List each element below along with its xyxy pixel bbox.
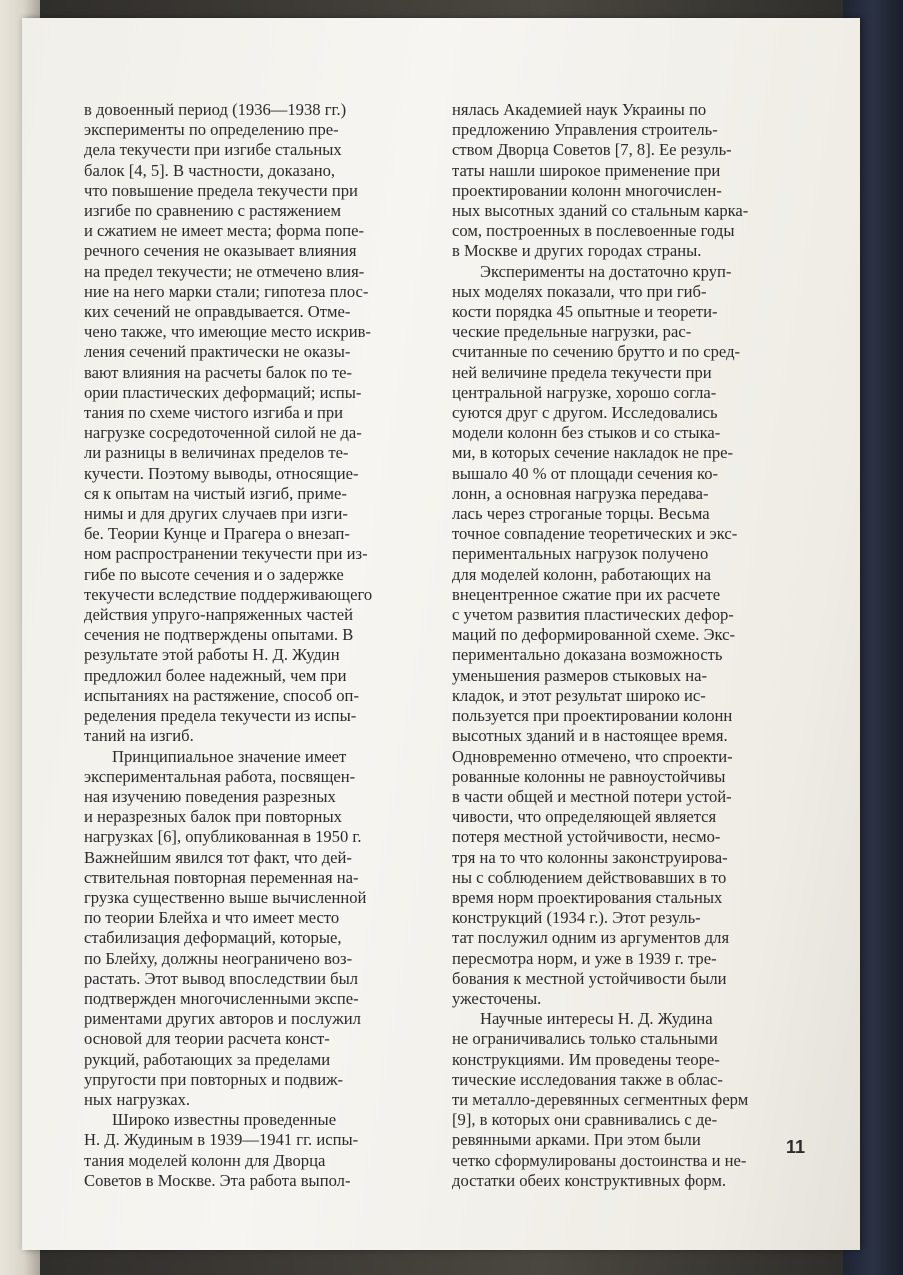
page-number: 11 [786,1137,806,1157]
text-line: таты нашли широкое применение при [452,160,721,180]
text-line: тические исследования также в облас- [452,1069,723,1089]
text-line: речного сечения не оказывает влияния [84,241,357,261]
text-line: точное совпадение теоретических и экс- [452,524,738,544]
text-line: бования к местной устойчивости были [452,968,727,988]
text-line: ны с соблюдением действовавших в то [452,867,727,887]
text-line: тания моделей колонн для Дворца [84,1150,326,1170]
text-line: модели колонн без стыков и со стыка- [452,423,721,443]
text-line: суются друг с другом. Исследовались [452,403,718,423]
text-line: внецентренное сжатие при их расчете [452,584,721,604]
text-line: результате этой работы Н. Д. Жудин [84,645,340,665]
text-line: чивости, что определяющей является [452,807,717,827]
text-line: нагрузке сосредоточенной силой не да- [84,423,362,443]
text-line: ней величине предела текучести при [452,362,712,382]
text-line: ти металло-деревянных сегментных ферм [452,1089,749,1109]
text-line: Эксперименты на достаточно круп- [480,261,732,281]
text-line: нимы и для других случаев при изги- [84,504,348,524]
text-line: четко сформулированы достоинства и не- [452,1150,747,1170]
text-line: потеря местной устойчивости, несмо- [452,827,721,847]
text-line: время норм проектирования стальных [452,887,723,907]
text-line: пользуется при проектировании колонн [452,706,733,726]
text-line: бе. Теории Кунце и Прагера о внезап- [84,524,350,544]
text-line: кости порядка 45 опытные и теорети- [452,302,718,322]
text-line: по Блейху, должны неограничено воз- [84,948,353,968]
text-line: и сжатием не имеет места; форма попе- [84,221,365,241]
text-line: ужесточены. [452,988,542,1008]
text-line: вышало 40 % от площади сечения ко- [452,463,719,483]
text-line: в части общей и местной потери устой- [452,786,732,806]
text-line: растать. Этот вывод впоследствии был [84,968,359,988]
paragraph [84,100,440,747]
paragraph [84,747,440,1111]
text-line: тат послужил одним из аргументов для [452,928,730,948]
text-line: высотных зданий и в настоящее время. [452,726,728,746]
text-line: ных нагрузках. [84,1089,191,1109]
text-line: Н. Д. Жудиным в 1939—1941 гг. испы- [84,1130,359,1150]
text-line: ных высотных зданий со стальным карка- [452,201,749,221]
text-line: в Москве и других городах страны. [452,241,702,261]
text-line: ределения предела текучести из испы- [84,706,357,726]
text-line: с учетом развития пластических дефор- [452,605,734,625]
text-line: ревянными арками. При этом были [452,1130,701,1150]
text-line: центральной нагрузке, хорошо согла- [452,382,717,402]
text-line: ством Дворца Советов [7, 8]. Ее резуль- [452,140,732,160]
text-line: Широко известны проведенные [112,1110,337,1130]
text-line: основой для теории расчета конст- [84,1029,330,1049]
text-line: нялась Академией наук Украины по [452,100,707,119]
book-page [22,18,860,1250]
text-line: ная изучению поведения разрезных [84,786,336,806]
text-line: конструкциями. Им проведены теоре- [452,1049,720,1069]
text-line: таний на изгиб. [84,726,194,746]
text-line: тания по схеме чистого изгиба и при [84,403,344,423]
text-line: рованные колонны не равноустойчивы [452,766,726,786]
text-line: в довоенный период (1936—1938 гг.) [84,100,347,119]
text-line: экспериментальная работа, посвящен- [84,766,356,786]
paragraph [452,1009,806,1191]
text-line: по теории Блейха и что имеет место [84,908,340,928]
text-line: вают влияния на расчеты балок по те- [84,362,353,382]
text-line: кучести. Поэтому выводы, относящие- [84,463,359,483]
text-line: достатки обеих конструктивных форм. [452,1170,727,1190]
text-line: сом, построенных в послевоенные годы [452,221,735,241]
text-line: чено также, что имеющие место искрив- [84,322,371,342]
text-line: конструкций (1934 г.). Этот резуль- [452,908,701,928]
text-column-left [84,100,440,1191]
text-line: тря на то что колонны законструирова- [452,847,728,867]
text-line: грузка существенно выше вычисленной [84,887,367,907]
text-line: дела текучести при изгибе стальных [84,140,342,160]
text-line: эксперименты по определению пре- [84,120,339,140]
text-line: стабилизация деформаций, которые, [84,928,342,948]
text-line: сечения не подтверждены опытами. В [84,625,354,645]
text-line: предложил более надежный, чем при [84,665,347,685]
text-line: ческие предельные нагрузки, рас- [452,322,692,342]
text-line: нагрузках [6], опубликованная в 1950 г. [84,827,362,847]
text-line: действия упруго-напряженных частей [84,605,353,625]
text-line: ся к опытам на чистый изгиб, приме- [84,483,347,503]
paragraph [84,1110,440,1191]
text-line: кладок, и этот результат широко ис- [452,685,706,705]
paragraph [452,100,806,262]
text-line: что повышение предела текучести при [84,180,358,200]
text-line: на предел текучести; не отмечено влия- [84,261,365,281]
text-line: ние на него марки стали; гипотеза плос- [84,281,369,301]
text-line: подтвержден многочисленными экспе- [84,988,359,1008]
text-line: ми, в которых сечение накладок не пре- [452,443,734,463]
text-line: риментами других авторов и послужил [84,1009,361,1029]
text-line: периментальных нагрузок получено [452,544,709,564]
text-line: Важнейшим явился тот факт, что дей- [84,847,352,867]
text-line: лась через строганые торцы. Весьма [452,504,710,524]
text-line: испытаниях на растяжение, способ оп- [84,685,359,705]
text-line: Научные интересы Н. Д. Жудина [480,1009,713,1029]
text-line: балок [4, 5]. В частности, доказано, [84,160,336,180]
text-line: Принципиальное значение имеет [112,746,347,766]
text-line: проектировании колонн многочислен- [452,180,722,200]
text-line: гибе по высоте сечения и о задержке [84,564,344,584]
text-line: считанные по сечению брутто и по сред- [452,342,741,362]
text-line: ли разницы в величинах пределов те- [84,443,349,463]
text-line: Одновременно отмечено, что спроекти- [452,746,733,766]
text-line: изгибе по сравнению с растяжением [84,201,342,221]
text-line: ории пластических деформаций; испы- [84,382,362,402]
text-line: ления сечений практически не оказы- [84,342,351,362]
text-line: ном распространении текучести при из- [84,544,368,564]
text-line: Советов в Москве. Эта работа выпол- [84,1170,351,1190]
text-line: упругости при повторных и подвиж- [84,1069,344,1089]
text-line: рукций, работающих за пределами [84,1049,331,1069]
text-line: лонн, а основная нагрузка передава- [452,483,709,503]
text-line: пересмотра норм, и уже в 1939 г. тре- [452,948,717,968]
text-line: ных моделях показали, что при гиб- [452,281,707,301]
text-line: маций по деформированной схеме. Экс- [452,625,736,645]
text-line: текучести вследствие поддерживающего [84,584,373,604]
text-column-right [452,100,806,1191]
text-line: периментально доказана возможность [452,645,723,665]
text-line: уменьшения размеров стыковых на- [452,665,707,685]
text-line: для моделей колонн, работающих на [452,564,711,584]
text-line: предложению Управления строитель- [452,120,718,140]
text-line: не ограничивались только стальными [452,1029,718,1049]
text-line: и неразрезных балок при повторных [84,807,342,827]
text-line: ких сечений не оправдывается. Отме- [84,302,351,322]
text-line: [9], в которых они сравнивались с де- [452,1110,718,1130]
paragraph [452,262,806,1010]
text-line: ствительная повторная переменная на- [84,867,359,887]
